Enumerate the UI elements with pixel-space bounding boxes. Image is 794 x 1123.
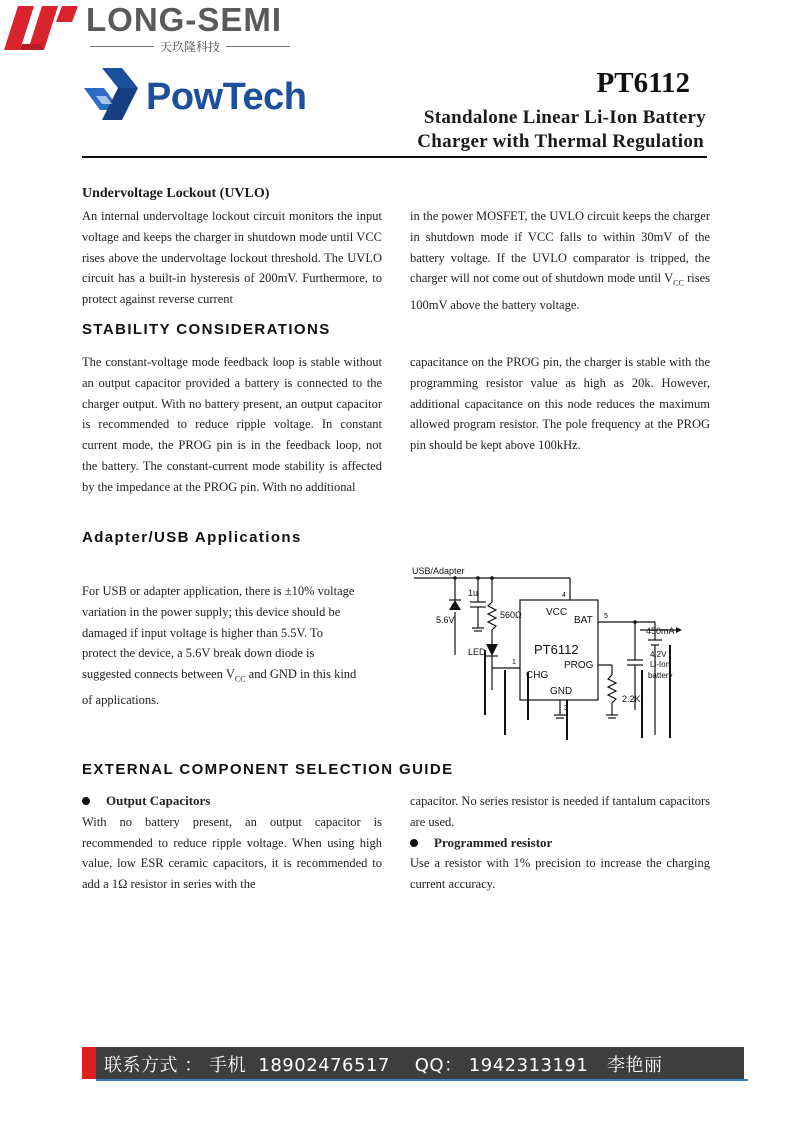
long-semi-subtitle — [90, 38, 290, 55]
external-left-column — [82, 791, 382, 895]
uvlo-heading: Undervoltage Lockout (UVLO) — [82, 186, 270, 201]
header-divider — [82, 156, 707, 158]
document-subtitle-line2: Charger with Thermal Regulation — [417, 131, 704, 152]
uvlo-right-paragraph — [410, 206, 710, 315]
usb-line: protect the device, a 5.6V break down diode is — [82, 646, 315, 661]
powtech-logo — [82, 66, 322, 126]
circuit-label-cap: 1u — [468, 588, 479, 598]
usb-heading: Adapter/USB Applications — [82, 529, 302, 546]
output-capacitors-heading: Output Capacitors — [82, 791, 382, 812]
uvlo-right-subscript: CC — [673, 278, 684, 288]
footer-accent — [82, 1047, 96, 1079]
document-subtitle-line1: Standalone Linear Li-Ion Battery — [423, 107, 706, 128]
circuit-label-chg: CHG — [526, 670, 549, 681]
output-capacitors-text-cont: capacitor. No series resistor is needed if tantalum capacitors are used. — [410, 794, 710, 829]
long-semi-logo — [4, 1, 304, 54]
circuit-label-pin5: 5 — [604, 613, 608, 620]
circuit-label-pin1: 1 — [512, 659, 516, 666]
circuit-label-prog: PROG — [564, 660, 594, 671]
uvlo-left-paragraph — [82, 206, 382, 310]
footer-underline — [96, 1079, 748, 1081]
circuit-label-res1: 560Ω — [500, 610, 522, 620]
circuit-label-pin3: 3 — [564, 705, 568, 712]
bullet-icon — [82, 797, 90, 805]
usb-line: of applications. — [82, 693, 160, 708]
circuit-label-current: 450mA — [646, 626, 675, 636]
part-number: PT6112 — [596, 67, 690, 99]
usb-line: damaged if input voltage is higher than 5.5V. To — [82, 625, 323, 640]
circuit-label-battery: battery — [648, 671, 673, 680]
long-semi-mark-icon — [4, 4, 80, 52]
stability-right-text: capacitance on the PROG pin, the charger is stable with the programming resistor value as high as 20k. However, additional capacitance on this node reduces the maximum allowed program resistor. The pole frequency at the PROG pin should be kept above 100kHz. — [410, 355, 710, 453]
footer-contact-text: 联系方式 ： 手机 18902476517 QQ： 1942313191 李艳丽 — [104, 1055, 663, 1076]
circuit-label-input: USB/Adapter — [412, 566, 465, 576]
circuit-label-battery-type: Li-Ion — [650, 660, 671, 669]
stability-right-paragraph — [410, 352, 710, 456]
circuit-label-chip: PT6112 — [534, 642, 579, 657]
powtech-mark-icon — [82, 66, 140, 122]
circuit-label-pin4: 4 — [562, 592, 566, 599]
usb-line: suggested connects between $V_{CC}$ and GND in this kind — [82, 667, 357, 684]
uvlo-right-text: in the power MOSFET, the UVLO circuit keeps the charger in shutdown mode if VCC falls to within 30mV of the battery voltage. If the UVLO comparator is tripped, the charger will not come out of shutdown mode until V — [410, 209, 710, 286]
output-capacitors-text: With no battery present, an output capacitor is recommended to reduce ripple voltage. When using high value, low ESR ceramic capacitors, it is recommended to add a 1Ω resistor in series with the — [82, 814, 382, 892]
external-right-column — [410, 791, 710, 895]
uvlo-right-text-end: rises 100mV above the battery voltage. — [410, 271, 710, 312]
circuit-label-zener: 5.6V — [436, 615, 455, 625]
circuit-label-led: LED — [468, 647, 486, 657]
usb-line: variation in the power supply; this device should be — [82, 604, 341, 619]
circuit-label-gnd: GND — [550, 686, 573, 697]
long-semi-subtitle-text: 天玖隆科技 — [160, 40, 221, 54]
bullet-icon — [410, 839, 418, 847]
application-circuit-diagram — [410, 560, 695, 745]
stability-left-paragraph — [82, 352, 382, 498]
uvlo-left-text: An internal undervoltage lockout circuit monitors the input voltage and keeps the charger in shutdown mode until VCC rises above the undervoltage lockout threshold. The UVLO circuit has a built-in hysteresis of 200mV. Furthermore, to protect against reverse current — [82, 209, 382, 307]
stability-heading: STABILITY CONSIDERATIONS — [82, 321, 331, 338]
powtech-name: PowTech — [146, 76, 307, 118]
long-semi-name: LONG-SEMI — [86, 1, 282, 38]
programmed-resistor-heading: Programmed resistor — [410, 833, 710, 854]
external-guide-heading: EXTERNAL COMPONENT SELECTION GUIDE — [82, 761, 454, 778]
circuit-label-bat: BAT — [574, 615, 593, 626]
circuit-label-vcc: VCC — [546, 607, 568, 618]
contact-footer-bar — [82, 1047, 744, 1079]
stability-left-text: The constant-voltage mode feedback loop is stable without an output capacitor provided a battery is connected to the charger output. With no battery present, an output capacitor is recommended to reduce ripple voltage. In constant current mode, the PROG pin is in the feedback loop, not the battery. The constant-current mode stability is affected by the impedance at the PROG pin. With no additional — [82, 355, 382, 494]
programmed-resistor-text: Use a resistor with 1% precision to increase the charging current accuracy. — [410, 856, 710, 892]
circuit-label-res2: 2.2K — [622, 694, 641, 704]
usb-line: For USB or adapter application, there is ±10% voltage — [82, 584, 355, 598]
circuit-label-battery-v: 4.2V — [650, 650, 667, 659]
usb-paragraph — [82, 581, 382, 711]
